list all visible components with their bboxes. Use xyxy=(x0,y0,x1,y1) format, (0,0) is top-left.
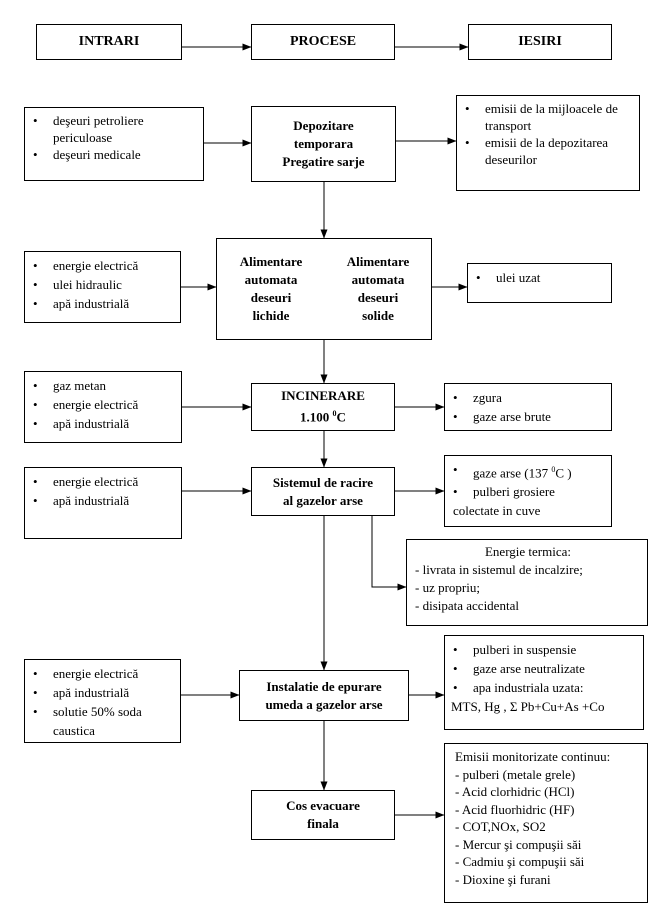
feeding-inputs-list xyxy=(25,252,180,313)
feeding-outputs-box xyxy=(467,263,612,303)
thermal-energy-box xyxy=(406,539,648,626)
degree-sign: 0 xyxy=(551,465,556,474)
list-item xyxy=(453,460,607,482)
list-item: • energie electrică xyxy=(33,472,175,491)
arrow-cooling-to-energy xyxy=(372,516,406,587)
process-line: al gazelor arse xyxy=(283,492,363,508)
process-line: deseuri xyxy=(250,290,292,305)
list-item: • gaze arse neutralizate xyxy=(453,659,637,678)
process-line: Sistemul de racire xyxy=(272,474,374,490)
emission-item: - pulberi (metale grele) xyxy=(455,766,576,782)
incineration-inputs-box xyxy=(24,371,182,443)
header-inputs-label: INTRARI xyxy=(78,34,140,49)
feeding-outputs-list xyxy=(468,264,611,287)
list-item: • apă industrială xyxy=(33,491,175,510)
cooling-inputs-list xyxy=(25,468,181,510)
process-line: Alimentare xyxy=(239,254,303,269)
incineration-outputs-box xyxy=(444,383,612,431)
storage-inputs-list xyxy=(25,108,203,163)
process-line: INCINERARE xyxy=(281,388,365,404)
list-item: • emisii de la mijloacele de transport xyxy=(465,100,633,134)
process-line: Instalatie de epurare xyxy=(266,678,382,694)
process-line: finala xyxy=(307,816,339,831)
list-item: • apă industrială xyxy=(33,294,174,313)
monitored-emissions-title: Emisii monitorizate continuu: xyxy=(455,749,611,764)
cooling-outputs-list xyxy=(445,456,611,501)
monitored-emissions-box xyxy=(444,743,648,903)
degree-sign: 0 xyxy=(332,409,337,419)
emission-item: - Mercur şi compuşii săi xyxy=(455,836,582,852)
feeding-solid-column xyxy=(325,239,431,339)
process-line: Depozitare xyxy=(293,118,354,133)
emission-item: - Acid fluorhidric (HF) xyxy=(455,801,575,817)
emission-item: - Cadmiu şi compuşii săi xyxy=(455,854,585,869)
thermal-energy-line: - livrata in sistemul de incalzire; xyxy=(415,562,583,577)
gas-temperature-text: gaze arse (137 xyxy=(473,465,552,481)
header-outputs xyxy=(468,24,612,60)
storage-process-box xyxy=(251,106,396,182)
process-line: umeda a gazelor arse xyxy=(265,696,383,712)
stack-process-box xyxy=(251,790,395,840)
process-line: lichide xyxy=(252,308,290,323)
feeding-liquid-column xyxy=(217,239,325,339)
cooling-process-box xyxy=(251,467,395,516)
list-item: • apa industriala uzata: xyxy=(453,678,637,697)
header-inputs xyxy=(36,24,182,60)
list-item: • energie electrică xyxy=(33,256,174,275)
list-item: • pulberi grosiere xyxy=(453,482,607,501)
feeding-process-box xyxy=(216,238,432,340)
list-item: • gaz metan xyxy=(33,376,175,395)
process-line: solide xyxy=(362,308,394,323)
scrubbing-process-box xyxy=(239,670,409,721)
list-item: • emisii de la depozitarea deseurilor xyxy=(465,134,633,168)
process-line: deseuri xyxy=(357,290,399,305)
list-item: • solutie 50% soda caustica xyxy=(33,702,174,740)
list-item: • deşeuri medicale xyxy=(33,146,197,163)
storage-outputs-box xyxy=(456,95,640,191)
process-line: temporara xyxy=(293,136,354,151)
incineration-process-box xyxy=(251,383,395,431)
temperature-value: 1.100 xyxy=(300,409,333,425)
header-processes xyxy=(251,24,395,60)
temperature-unit: C xyxy=(336,409,346,425)
emission-item: - COT,NOx, SO2 xyxy=(455,819,546,834)
process-line: Cos evacuare xyxy=(286,798,360,813)
emission-item: - Acid clorhidric (HCl) xyxy=(455,784,575,799)
list-item-continuation: colectate in cuve xyxy=(453,503,541,519)
feeding-inputs-box xyxy=(24,251,181,323)
scrubbing-outputs-list xyxy=(445,636,643,697)
emission-item: - Dioxine şi furani xyxy=(455,871,551,887)
incineration-temperature xyxy=(300,405,346,426)
list-item: • gaze arse brute xyxy=(453,407,605,426)
list-item: • apă industrială xyxy=(33,414,175,433)
list-item: • ulei uzat xyxy=(476,268,605,287)
process-line: automata xyxy=(244,272,298,287)
list-item: • apă industrială xyxy=(33,683,174,702)
incineration-outputs-list xyxy=(445,384,611,426)
thermal-energy-line: - disipata accidental xyxy=(415,598,519,613)
list-item: • energie electrică xyxy=(33,664,174,683)
list-item: • zgura xyxy=(453,388,605,407)
thermal-energy-line: - uz propriu; xyxy=(415,580,480,595)
list-item: • pulberi in suspensie xyxy=(453,640,637,659)
incineration-inputs-list xyxy=(25,372,181,433)
list-item: • deşeuri petroliere periculoase xyxy=(33,112,197,146)
cooling-outputs-box xyxy=(444,455,612,527)
wastewater-pollutants: MTS, Hg , Σ Pb+Cu+As +Co xyxy=(451,699,605,714)
scrubbing-outputs-box xyxy=(444,635,644,730)
gas-temperature-unit: C ) xyxy=(555,465,572,481)
header-outputs-label: IESIRI xyxy=(518,34,562,49)
process-line: Pregatire sarje xyxy=(282,154,365,169)
list-item: • ulei hidraulic xyxy=(33,275,174,294)
storage-outputs-list xyxy=(457,96,639,168)
process-line: automata xyxy=(351,272,405,287)
list-item: • energie electrică xyxy=(33,395,175,414)
cooling-inputs-box xyxy=(24,467,182,539)
thermal-energy-title: Energie termica: xyxy=(484,544,572,559)
scrubbing-inputs-list xyxy=(25,660,180,740)
process-line: Alimentare xyxy=(346,254,410,269)
scrubbing-inputs-box xyxy=(24,659,181,743)
storage-inputs-box xyxy=(24,107,204,181)
header-processes-label: PROCESE xyxy=(289,34,357,49)
